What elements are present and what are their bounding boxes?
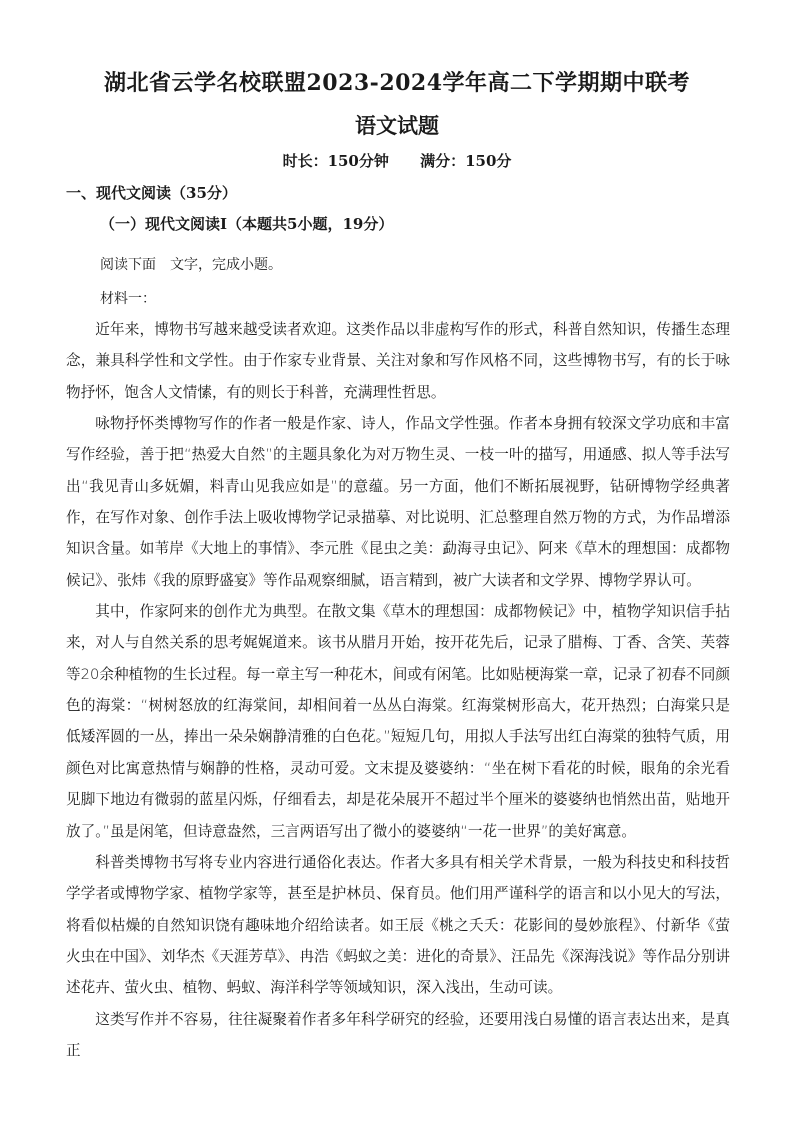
exam-title: 湖北省云学名校联盟2023-2024学年高二下学期期中联考 bbox=[103, 70, 691, 96]
passage-paragraph: 其中，作家阿来的创作尤为典型。在散文集《草木的理想国：成都物候记》中，植物学知识信手拈来，对人与自然关系的思考娓娓道来。该书从腊月开始，按开花先后，记录了腊梅、丁香、含笑、芙蓉等20余种植物的生长过程。每一章主写一种花木，间或有闲笔。比如贴梗海棠一章，记录了初春不同颜色的海棠：“树树怒放的红海棠间，却相间着一丛丛白海棠。红海棠树形高大，花开热烈；白海棠只是低矮浑圆的一丛，捧出一朵朵娴静清雅的白色花。”短短几句，用拟人手法写出红白海棠的独特气质，用颜色对比寓意热情与娴静的性格，灵动可爱。文末提及婆婆纳：“坐在树下看花的时候，眼角的余光看见脚下地边有微弱的蓝星闪烁，仔细看去，却是花朵展开不超过半个厘米的婆婆纳也悄然出苗，贴地开放了。”虽是闲笔，但诗意盎然，三言两语写出了微小的婆婆纳“一花一世界”的美好寓意。 bbox=[66, 603, 730, 840]
passage-paragraph: 近年来，博物书写越来越受读者欢迎。这类作品以非虚构写作的形式，科普自然知识，传播生态理念，兼具科学性和文学性。由于作家专业背景、关注对象和写作风格不同，这些博物书写，有的长于咏物抒怀，饱含人文情愫，有的则长于科普，充满理性哲思。 bbox=[66, 321, 730, 401]
passage-body bbox=[66, 314, 730, 1066]
exam-full-score: 满分：150分 bbox=[420, 152, 512, 170]
passage-paragraph: 这类写作并不容易，往往凝聚着作者多年科学研究的经验，还要用浅白易懂的语言表达出来，是真正 bbox=[66, 1010, 730, 1059]
exam-duration: 时长：150分钟 bbox=[282, 152, 389, 170]
passage-paragraph: 科普类博物书写将专业内容进行通俗化表达。作者大多具有相关学术背景，一般为科技史和科技哲学学者或博物学家、植物学家等，甚至是护林员、保育员。他们用严谨科学的语言和以小见大的写法，将看似枯燥的自然知识饶有趣味地介绍给读者。如王辰《桃之夭夭：花影间的曼妙旅程》、付新华《萤火虫在中国》、刘华杰《天涯芳草》、冉浩《蚂蚁之美：进化的奇景》、汪品先《深海浅说》等作品分别讲述花卉、萤火虫、植物、蚂蚁、海洋科学等领域知识，深入浅出，生动可读。 bbox=[66, 853, 731, 997]
subsection-heading: （一）现代文阅读Ⅰ（本题共5小题，19分） bbox=[100, 215, 394, 233]
exam-subtitle: 语文试题 bbox=[355, 113, 439, 138]
passage-paragraph: 咏物抒怀类博物写作的作者一般是作家、诗人，作品文学性强。作者本身拥有较深文学功底和丰富写作经验，善于把“热爱大自然”的主题具象化为对万物生灵、一枝一叶的描写，用通感、拟人等手法写出“我见青山多妩媚，料青山见我应如是”的意蕴。另一方面，他们不断拓展视野，钻研博物学经典著作，在写作对象、创作手法上吸收博物学记录描摹、对比说明、汇总整理自然万物的方式，为作品增添知识含量。如苇岸《大地上的事情》、李元胜《昆虫之美：勐海寻虫记》、阿来《草木的理想国：成都物候记》、张炜《我的原野盛宴》等作品观察细腻，语言精到，被广大读者和文学界、博物学界认可。 bbox=[66, 415, 730, 589]
section-heading: 一、现代文阅读（35分） bbox=[66, 184, 237, 202]
material-label: 材料一： bbox=[100, 291, 156, 307]
exam-meta bbox=[0, 150, 794, 171]
reading-instruction: 阅读下面 文字，完成小题。 bbox=[100, 257, 282, 273]
